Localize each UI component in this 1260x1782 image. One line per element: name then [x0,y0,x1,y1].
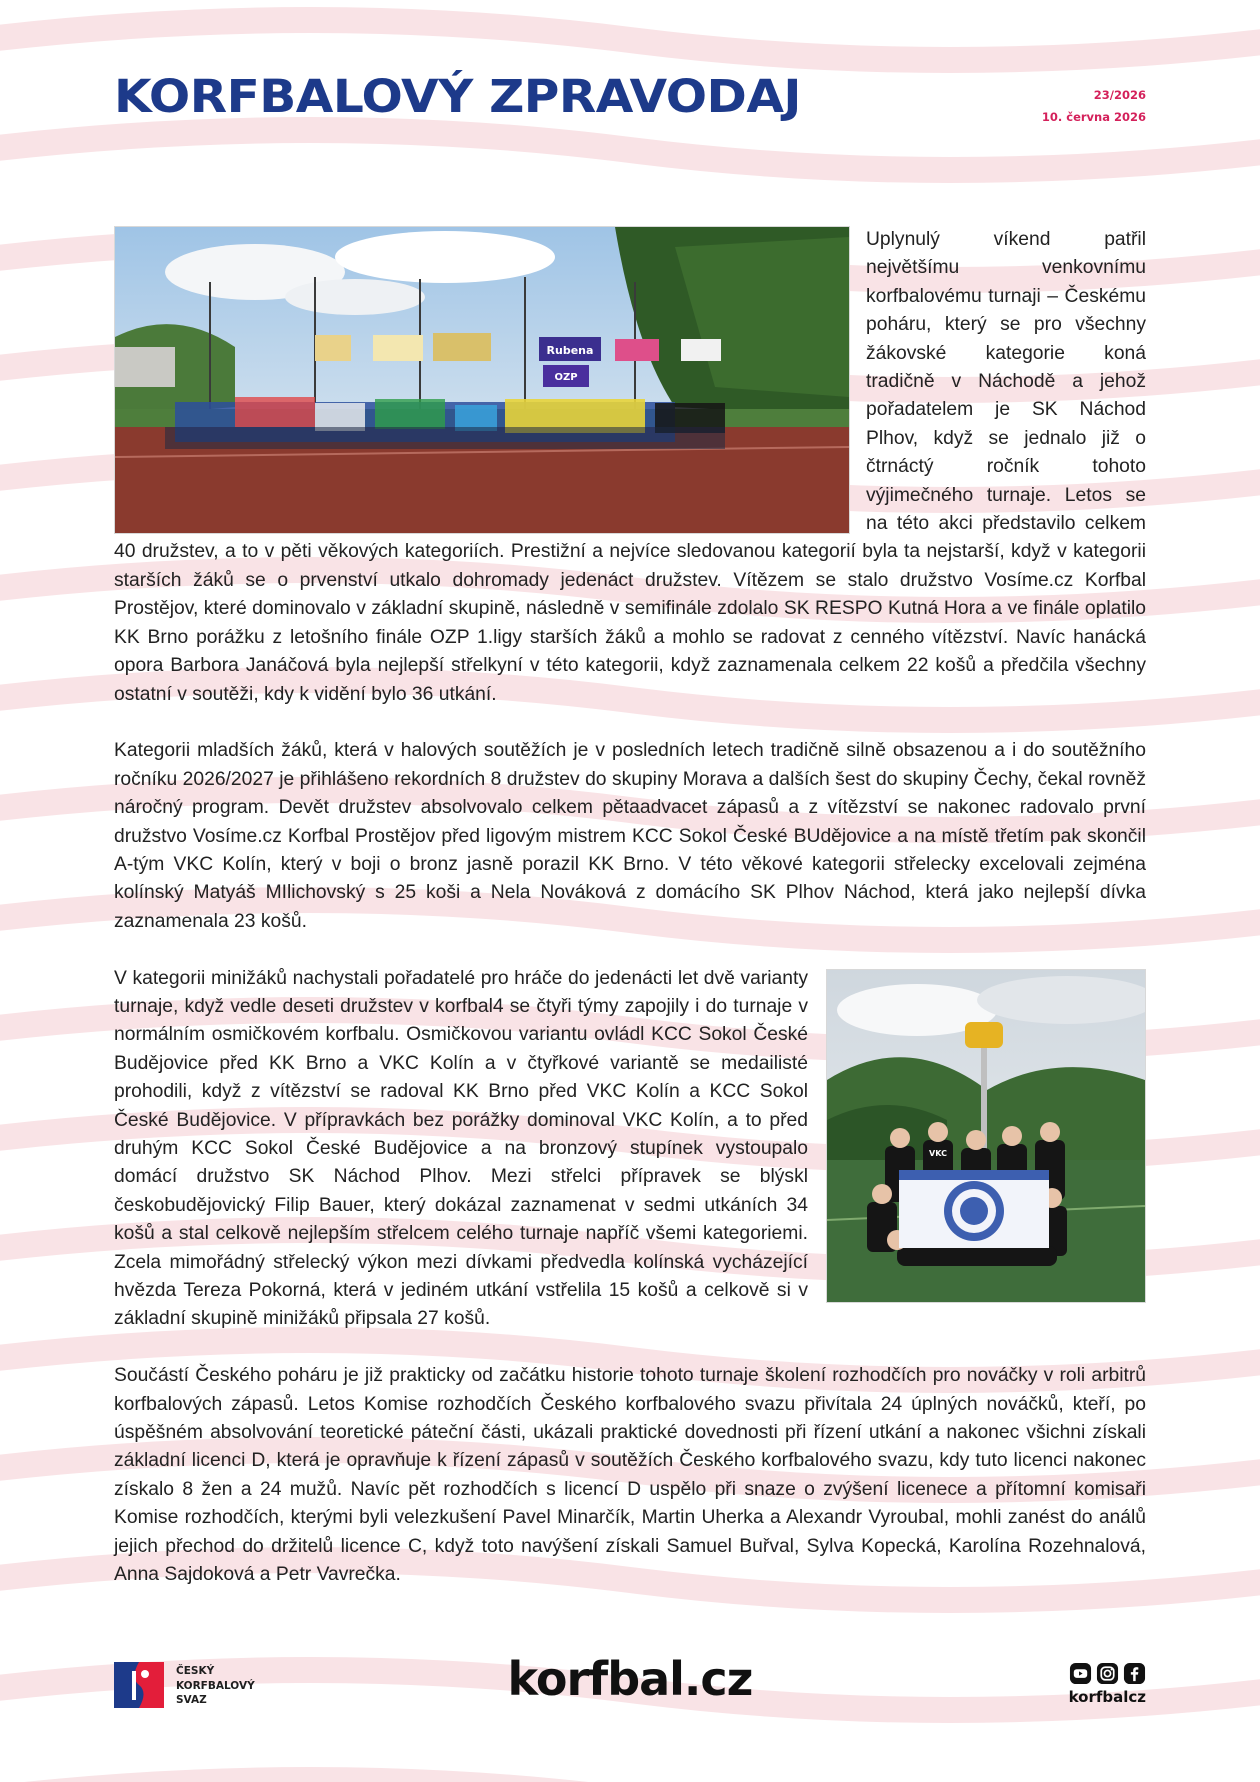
article-paragraph-4: Součástí Českého poháru je již prakticky od začátku historie tohoto turnaje školení rozhodčích pro nováčky v roli arbitrů korfbalových zápasů. Letos Komise rozhodčích Českého korfbalového svazu přivítala 24 úplných nováčků, kteří, po úspěšném absolvování teoretické páteční části, ukázali praktické dovednosti při řízení utkání a nakonec všichni získali základní licenci D, která je opravňuje k řízení zápasů v soutěžích Českého korfbalového svazu, kdy tuto licenci nakonec získalo 8 žen a 24 mužů. Navíc pět rozhodčích s licencí D uspělo při snaze o zvýšení licenece a přítomní komisaři Komise rozhodčích, kterými byli velezkušení Pavel Minarčík, Martin Uherka a Alexandr Vyroubal, mohli zanést do análů jejich přechod do držitelů licence C, když toto navýšení získali Samuel Buřval, Sylva Kopecká, Karolína Rozehnalová, Anna Sajdoková a Petr Vavrečka. [114,1365,1146,1586]
banner-rubena-text: Rubena [546,344,594,357]
org-name-line: SVAZ [176,1694,207,1706]
issue-date: 10. června 2026 [1041,110,1146,124]
article-paragraph-2: Kategorii mladších žáků, která v halových soutěžích je v posledních letech tradičně silně obsazenou a i do soutěžního ročníku 2026/2027 je přihlášeno rekordních 8 družstev do skupiny Morava a dalších šest do skupiny Čechy, čekal rovněž náročný program. Devět družstev absolvovalo celkem pětaadvacet zápasů a z vítězství se nakonec radovalo první družstvo Vosíme.cz Korfbal Prostějov před ligovým mistrem KCC Sokol České BUdějovice a na místě třetím pak skončil A-tým VKC Kolín, který v boji o bronz jasně porazil KK Brno. V této věkové kategorii střelecky excelovali zejména kolínský Matyáš MIlichovský s 25 koši a Nela Nováková z domácího SK Plhov Náchod, která jako nejlepší dívka zaznamenala 23 košů. [114,740,1146,932]
website-link[interactable]: korfbal.cz [507,1652,753,1706]
team-group-photo [114,226,850,534]
children-team-photo [826,969,1146,1303]
instagram-icon[interactable] [1096,1662,1119,1685]
newsletter-footer [114,1652,1146,1716]
youtube-icon[interactable] [1069,1662,1092,1685]
article-paragraph-3: V kategorii minižáků nachystali pořadatelé pro hráče do jedenácti let dvě varianty turnaje, když vedle deseti družstev v korfbal4 se čtyři týmy zapojily i do turnaje v normálním osmičkovém korfbalu. Osmičkovou variantu ovládl KCC Sokol České Budějovice před KK Brno a VKC Kolín a v čtyřkové variantě se medailisté prohodili, když z vítězství se radoval KK Brno před VKC Kolín a KCC Sokol České Budějovice. V přípravkách bez porážky dominoval VKC Kolín, a to před druhým KCC Sokol České Budějovice a na bronzový stupínek vystoupalo domácí družstvo SK Náchod Plhov. Mezi střelci přípravek se blýskl českobudějovický Filip Bauer, který dokázal zaznamenat v sedmi utkáních 34 košů a stal celkově nejlepším střelcem celého turnaje napříč všemi kategoriemi. Zcela mimořádný střelecký výkon mezi dívkami předvedla kolínská vycházející hvězda Tereza Pokorná, která v jediném utkání vstřelila 15 košů a celkově si v základní skupině minižáků připsala 27 košů. [114,967,808,1330]
article-body [114,226,1146,1618]
social-block [1069,1662,1146,1706]
group-photo-illustration [115,227,849,533]
org-name-line: KORFBALOVÝ [176,1679,255,1692]
article-paragraph-1: Uplynulý víkend patřil největšímu venkovnímu korfbalovému turnaji – Českému poháru, který se pro všechny žákovské kategorie koná tradičně v Náchodě a jehož pořadatelem je SK Náchod Plhov, když se jednalo již o čtrnáctý ročník tohoto výjimečného turnaje. Letos se na této akci představilo celkem 40 družstev, a to v pěti věkových kategoriích. Prestižní a nejvíce sledovanou kategorií byla ta nejstarší, když v kategorii starších žáků se o prvenství utkalo dohromady jedenáct družstev. Vítězem se stalo družstvo Vosíme.cz Korfbal Prostějov, které dominovalo v základní skupině, následně v semifinále zdolalo SK RESPO Kutná Hora a ve finále oplatilo KK Brno porážku z letošního finále OZP 1.ligy starších žáků a mohlo se radovat z cenného vítězství. Navíc hanácká opora Barbora Janáčová byla nejlepší střelkyní v této kategorii, když zaznamenala celkem 22 košů a předčila všechny ostatní v soutěži, kdy k vidění bylo 36 utkání. [114,229,1146,705]
social-icons [1069,1662,1146,1685]
jersey-text: VKC [929,1148,947,1158]
newsletter-header [114,68,1146,138]
social-handle[interactable]: korfbalcz [1068,1688,1146,1706]
issue-info [1042,84,1146,128]
banner-ozp-text: OZP [554,372,578,383]
facebook-icon[interactable] [1123,1662,1146,1685]
masthead-title: KORFBALOVÝ ZPRAVODAJ [114,70,801,123]
issue-number: 23/2026 [1093,88,1146,102]
org-name-line: ČESKÝ [176,1665,215,1677]
team-photo-illustration [827,970,1145,1302]
